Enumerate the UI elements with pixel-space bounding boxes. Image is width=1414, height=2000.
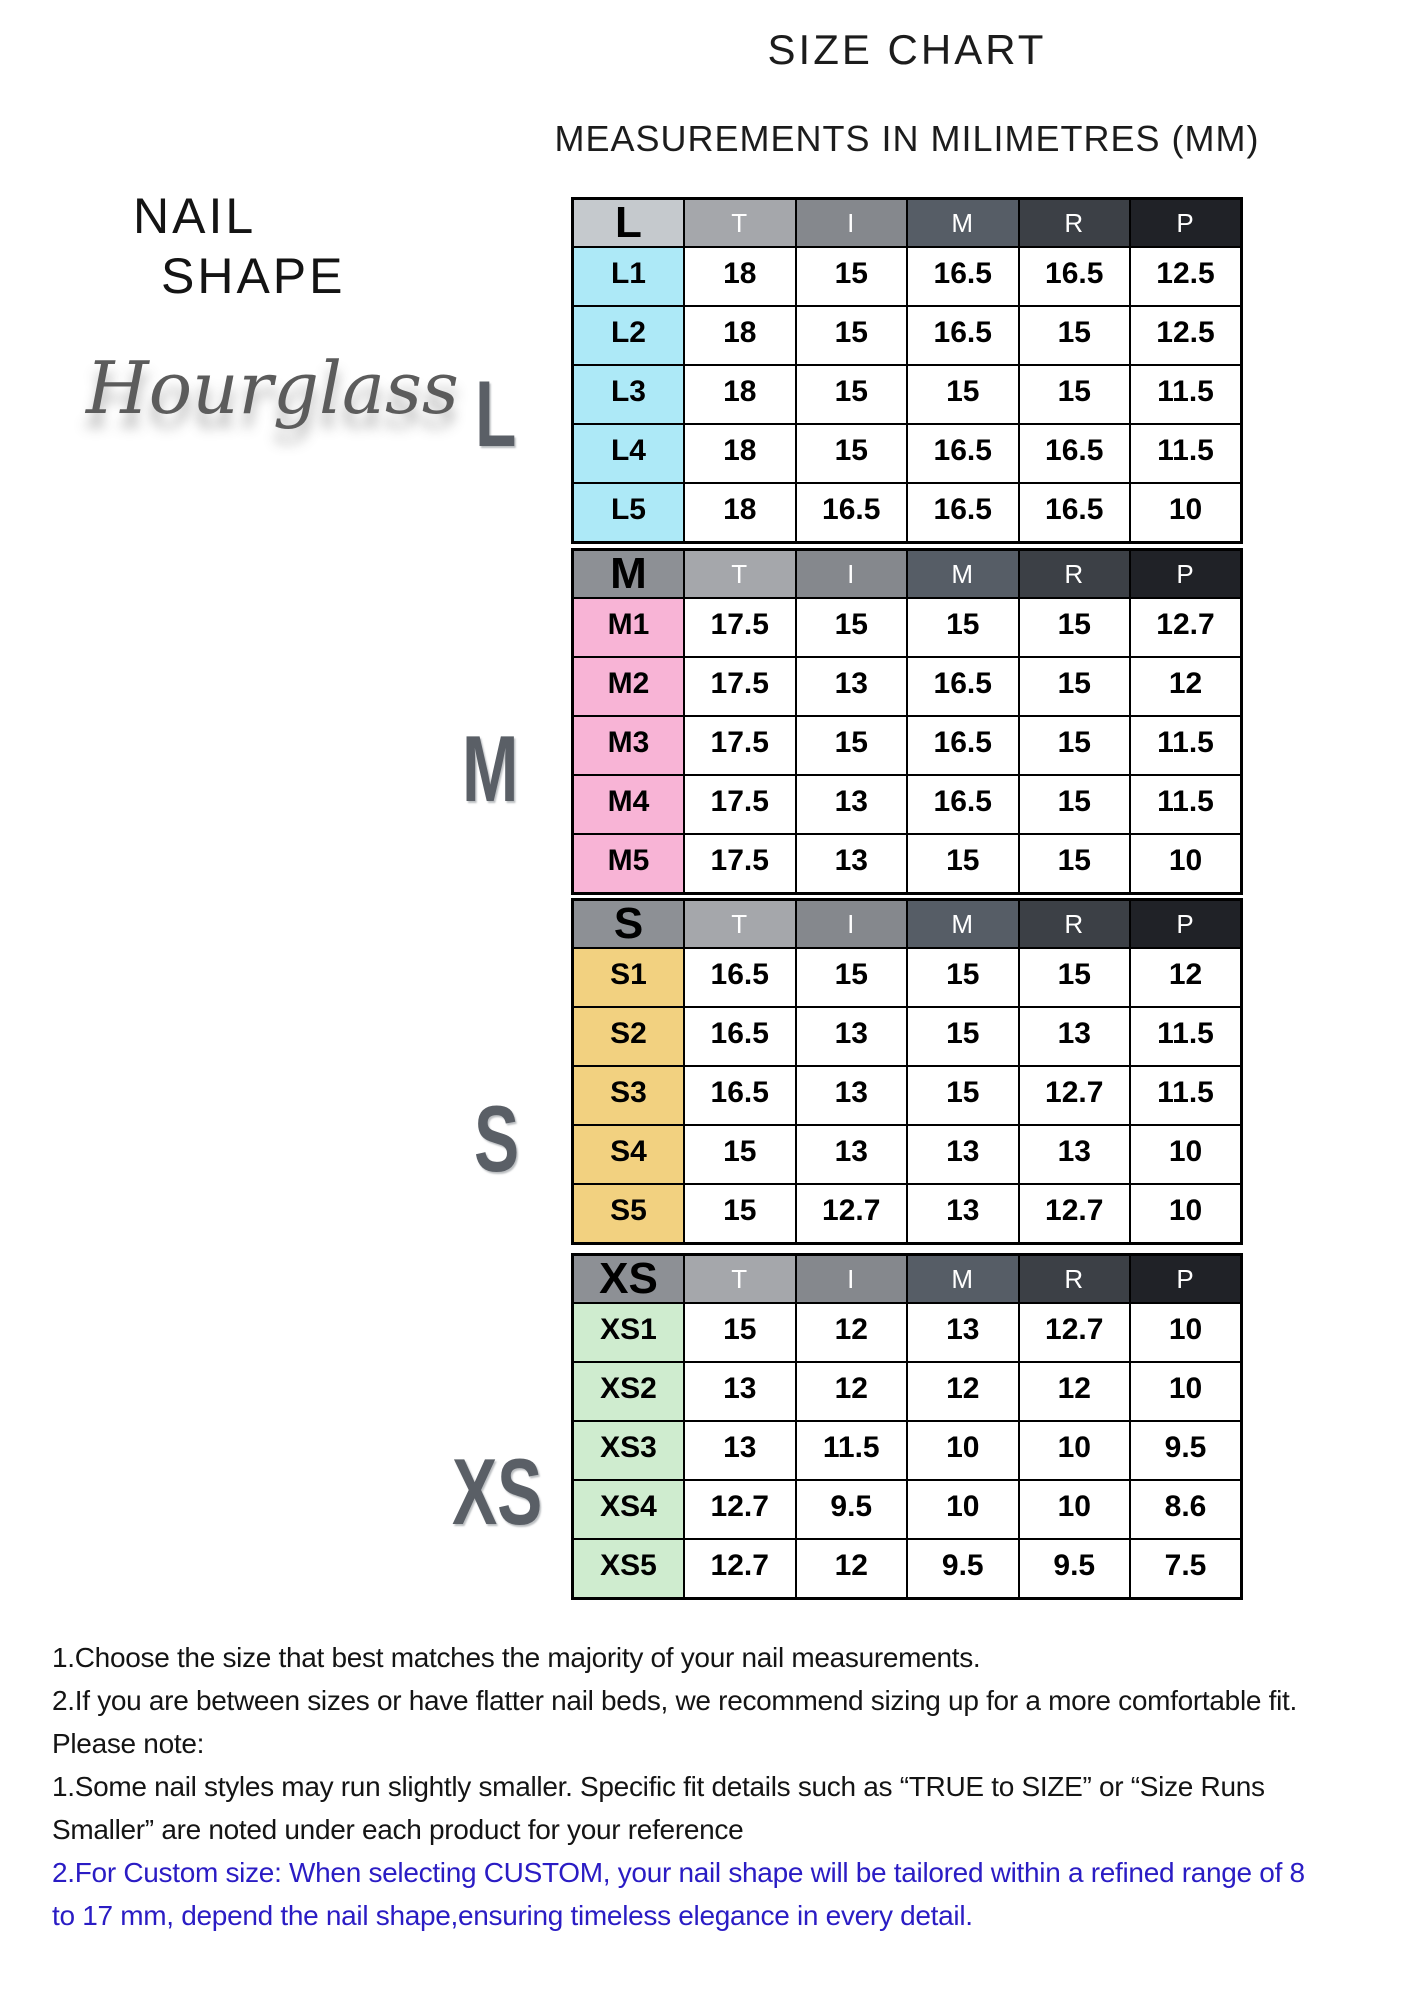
measurement-cell-L3-R: 15 xyxy=(1019,365,1131,424)
note-line-5: Smaller” are noted under each product for your reference xyxy=(52,1814,744,1845)
measurement-cell-XS4-T: 12.7 xyxy=(684,1480,796,1539)
column-header-XS-P: P xyxy=(1130,1255,1242,1304)
measurement-cell-S4-P: 10 xyxy=(1130,1125,1242,1184)
table-corner-label-M: M xyxy=(573,550,685,599)
note-line-3: Please note: xyxy=(52,1728,205,1759)
measurement-cell-L3-P: 11.5 xyxy=(1130,365,1242,424)
measurement-cell-M2-I: 13 xyxy=(796,657,908,716)
measurement-cell-L1-T: 18 xyxy=(684,247,796,306)
column-header-XS-I: I xyxy=(796,1255,908,1304)
table-row-S2 xyxy=(573,1007,1242,1066)
measurement-cell-S2-T: 16.5 xyxy=(684,1007,796,1066)
row-label-S4: S4 xyxy=(573,1125,685,1184)
measurement-cell-XS3-M: 10 xyxy=(907,1421,1019,1480)
measurement-cell-L2-T: 18 xyxy=(684,306,796,365)
measurement-cell-XS4-P: 8.6 xyxy=(1130,1480,1242,1539)
row-label-L3: L3 xyxy=(573,365,685,424)
measurement-cell-L2-M: 16.5 xyxy=(907,306,1019,365)
measurement-cell-S1-M: 15 xyxy=(907,948,1019,1007)
table-row-XS4 xyxy=(573,1480,1242,1539)
measurement-cell-S5-I: 12.7 xyxy=(796,1184,908,1243)
measurement-cell-L4-R: 16.5 xyxy=(1019,424,1131,483)
table-row-XS3 xyxy=(573,1421,1242,1480)
row-label-M3: M3 xyxy=(573,716,685,775)
measurement-cell-M3-I: 15 xyxy=(796,716,908,775)
measurement-cell-S1-P: 12 xyxy=(1130,948,1242,1007)
measurement-cell-S1-R: 15 xyxy=(1019,948,1131,1007)
table-row-S3 xyxy=(573,1066,1242,1125)
measurement-cell-M5-I: 13 xyxy=(796,834,908,893)
measurement-cell-L1-I: 15 xyxy=(796,247,908,306)
table-row-M4 xyxy=(573,775,1242,834)
row-label-S3: S3 xyxy=(573,1066,685,1125)
table-row-M5 xyxy=(573,834,1242,893)
row-label-S2: S2 xyxy=(573,1007,685,1066)
table-row-XS2 xyxy=(573,1362,1242,1421)
row-label-M5: M5 xyxy=(573,834,685,893)
measurement-cell-L1-R: 16.5 xyxy=(1019,247,1131,306)
group-side-letter-L: L xyxy=(475,361,517,466)
column-header-M-T: T xyxy=(684,550,796,599)
row-label-M4: M4 xyxy=(573,775,685,834)
column-header-L-R: R xyxy=(1019,199,1131,248)
measurement-cell-M4-R: 15 xyxy=(1019,775,1131,834)
row-label-S5: S5 xyxy=(573,1184,685,1243)
row-label-L4: L4 xyxy=(573,424,685,483)
footer-notes xyxy=(52,1636,1305,1937)
row-label-XS1: XS1 xyxy=(573,1303,685,1362)
column-header-M-R: R xyxy=(1019,550,1131,599)
table-row-L1 xyxy=(573,247,1242,306)
column-header-S-M: M xyxy=(907,900,1019,949)
column-header-M-P: P xyxy=(1130,550,1242,599)
note-blue-line-1: 2.For Custom size: When selecting CUSTOM, your nail shape will be tailored within a refined range of 8 xyxy=(52,1857,1305,1888)
table-row-S5 xyxy=(573,1184,1242,1243)
shape-name-script: Hourglass xyxy=(86,346,459,430)
measurement-cell-XS1-T: 15 xyxy=(684,1303,796,1362)
measurement-cell-M1-R: 15 xyxy=(1019,598,1131,657)
size-table-S xyxy=(571,898,1243,1245)
measurement-cell-M4-P: 11.5 xyxy=(1130,775,1242,834)
measurement-cell-M1-P: 12.7 xyxy=(1130,598,1242,657)
measurement-cell-S5-R: 12.7 xyxy=(1019,1184,1131,1243)
measurement-cell-S1-T: 16.5 xyxy=(684,948,796,1007)
size-table-L xyxy=(571,197,1243,544)
table-row-L4 xyxy=(573,424,1242,483)
measurement-cell-L4-M: 16.5 xyxy=(907,424,1019,483)
measurement-cell-XS5-T: 12.7 xyxy=(684,1539,796,1598)
note-line-4: 1.Some nail styles may run slightly smaller. Specific fit details such as “TRUE to SIZE” or “Size Runs xyxy=(52,1771,1265,1802)
measurement-cell-L3-T: 18 xyxy=(684,365,796,424)
size-table-M xyxy=(571,548,1243,895)
measurement-cell-XS2-R: 12 xyxy=(1019,1362,1131,1421)
column-header-XS-T: T xyxy=(684,1255,796,1304)
measurement-cell-S4-T: 15 xyxy=(684,1125,796,1184)
column-header-S-T: T xyxy=(684,900,796,949)
measurement-cell-S3-T: 16.5 xyxy=(684,1066,796,1125)
table-row-M2 xyxy=(573,657,1242,716)
row-label-S1: S1 xyxy=(573,948,685,1007)
measurement-cell-M3-T: 17.5 xyxy=(684,716,796,775)
measurement-cell-XS3-P: 9.5 xyxy=(1130,1421,1242,1480)
row-label-L5: L5 xyxy=(573,483,685,542)
measurement-cell-S3-M: 15 xyxy=(907,1066,1019,1125)
page-title: SIZE CHART xyxy=(767,26,1047,73)
measurement-cell-M2-P: 12 xyxy=(1130,657,1242,716)
measurement-cell-M2-M: 16.5 xyxy=(907,657,1019,716)
table-row-XS5 xyxy=(573,1539,1242,1598)
measurement-cell-S2-P: 11.5 xyxy=(1130,1007,1242,1066)
measurement-cell-M4-T: 17.5 xyxy=(684,775,796,834)
header-row-S xyxy=(573,900,1242,949)
measurement-cell-S3-I: 13 xyxy=(796,1066,908,1125)
measurement-cell-L2-I: 15 xyxy=(796,306,908,365)
group-side-letter-S: S xyxy=(474,1086,520,1191)
note-blue-line-2: to 17 mm, depend the nail shape,ensuring timeless elegance in every detail. xyxy=(52,1900,973,1931)
header-row-XS xyxy=(573,1255,1242,1304)
row-label-XS5: XS5 xyxy=(573,1539,685,1598)
measurement-cell-L2-P: 12.5 xyxy=(1130,306,1242,365)
measurement-cell-L5-M: 16.5 xyxy=(907,483,1019,542)
column-header-L-T: T xyxy=(684,199,796,248)
measurement-cell-S2-M: 15 xyxy=(907,1007,1019,1066)
measurement-cell-S1-I: 15 xyxy=(796,948,908,1007)
measurement-cell-S2-I: 13 xyxy=(796,1007,908,1066)
table-row-L5 xyxy=(573,483,1242,542)
measurement-cell-S2-R: 13 xyxy=(1019,1007,1131,1066)
measurement-cell-S4-I: 13 xyxy=(796,1125,908,1184)
measurement-cell-L5-P: 10 xyxy=(1130,483,1242,542)
measurement-cell-S4-R: 13 xyxy=(1019,1125,1131,1184)
measurement-cell-L3-I: 15 xyxy=(796,365,908,424)
table-corner-label-S: S xyxy=(573,900,685,949)
measurement-cell-XS4-I: 9.5 xyxy=(796,1480,908,1539)
measurement-cell-M3-R: 15 xyxy=(1019,716,1131,775)
column-header-L-M: M xyxy=(907,199,1019,248)
column-header-S-I: I xyxy=(796,900,908,949)
nail-shape-line2: SHAPE xyxy=(161,248,346,304)
column-header-M-I: I xyxy=(796,550,908,599)
measurement-cell-XS2-I: 12 xyxy=(796,1362,908,1421)
measurement-cell-XS3-T: 13 xyxy=(684,1421,796,1480)
notes-blue-section xyxy=(52,1851,1305,1937)
group-side-letter-XS: XS xyxy=(452,1439,543,1544)
note-line-1: 1.Choose the size that best matches the majority of your nail measurements. xyxy=(52,1642,981,1673)
measurement-cell-L5-T: 18 xyxy=(684,483,796,542)
measurement-cell-S5-M: 13 xyxy=(907,1184,1019,1243)
table-row-S4 xyxy=(573,1125,1242,1184)
measurement-cell-XS4-M: 10 xyxy=(907,1480,1019,1539)
measurement-cell-L5-I: 16.5 xyxy=(796,483,908,542)
nail-shape-line1: NAIL xyxy=(133,188,257,244)
row-label-M1: M1 xyxy=(573,598,685,657)
measurement-cell-L5-R: 16.5 xyxy=(1019,483,1131,542)
size-table-XS xyxy=(571,1253,1243,1600)
table-row-L3 xyxy=(573,365,1242,424)
measurement-cell-M1-T: 17.5 xyxy=(684,598,796,657)
measurement-cell-L4-P: 11.5 xyxy=(1130,424,1242,483)
measurement-cell-S5-P: 10 xyxy=(1130,1184,1242,1243)
table-row-XS1 xyxy=(573,1303,1242,1362)
measurement-cell-XS3-I: 11.5 xyxy=(796,1421,908,1480)
row-label-L2: L2 xyxy=(573,306,685,365)
table-row-M3 xyxy=(573,716,1242,775)
column-header-L-I: I xyxy=(796,199,908,248)
measurement-cell-XS2-P: 10 xyxy=(1130,1362,1242,1421)
measurement-cell-XS1-I: 12 xyxy=(796,1303,908,1362)
table-corner-label-XS: XS xyxy=(573,1255,685,1304)
measurement-cell-XS5-P: 7.5 xyxy=(1130,1539,1242,1598)
measurement-cell-M4-I: 13 xyxy=(796,775,908,834)
measurement-cell-M2-R: 15 xyxy=(1019,657,1131,716)
row-label-XS4: XS4 xyxy=(573,1480,685,1539)
measurement-cell-M5-P: 10 xyxy=(1130,834,1242,893)
row-label-L1: L1 xyxy=(573,247,685,306)
measurement-cell-L4-T: 18 xyxy=(684,424,796,483)
row-label-M2: M2 xyxy=(573,657,685,716)
measurement-cell-XS4-R: 10 xyxy=(1019,1480,1131,1539)
measurement-cell-M3-M: 16.5 xyxy=(907,716,1019,775)
measurement-cell-XS1-R: 12.7 xyxy=(1019,1303,1131,1362)
measurement-cell-S5-T: 15 xyxy=(684,1184,796,1243)
column-header-S-P: P xyxy=(1130,900,1242,949)
column-header-L-P: P xyxy=(1130,199,1242,248)
measurement-cell-M1-M: 15 xyxy=(907,598,1019,657)
measurement-cell-M3-P: 11.5 xyxy=(1130,716,1242,775)
measurement-cell-L1-M: 16.5 xyxy=(907,247,1019,306)
measurement-cell-XS2-M: 12 xyxy=(907,1362,1019,1421)
table-corner-label-L: L xyxy=(573,199,685,248)
measurement-cell-XS1-M: 13 xyxy=(907,1303,1019,1362)
header-row-M xyxy=(573,550,1242,599)
table-row-L2 xyxy=(573,306,1242,365)
measurement-cell-S4-M: 13 xyxy=(907,1125,1019,1184)
measurement-cell-S3-P: 11.5 xyxy=(1130,1066,1242,1125)
measurement-cell-L3-M: 15 xyxy=(907,365,1019,424)
group-side-letter-M: M xyxy=(462,716,519,821)
measurement-cell-XS5-M: 9.5 xyxy=(907,1539,1019,1598)
note-line-2: 2.If you are between sizes or have flatter nail beds, we recommend sizing up for a more comfortable fit. xyxy=(52,1685,1297,1716)
measurement-cell-M1-I: 15 xyxy=(796,598,908,657)
measurement-cell-XS5-I: 12 xyxy=(796,1539,908,1598)
nail-shape-heading xyxy=(133,186,346,306)
measurement-cell-XS5-R: 9.5 xyxy=(1019,1539,1131,1598)
row-label-XS2: XS2 xyxy=(573,1362,685,1421)
column-header-XS-R: R xyxy=(1019,1255,1131,1304)
measurement-cell-XS2-T: 13 xyxy=(684,1362,796,1421)
column-header-S-R: R xyxy=(1019,900,1131,949)
measurement-cell-L2-R: 15 xyxy=(1019,306,1131,365)
measurement-cell-L4-I: 15 xyxy=(796,424,908,483)
measurement-cell-M5-T: 17.5 xyxy=(684,834,796,893)
measurement-cell-XS3-R: 10 xyxy=(1019,1421,1131,1480)
column-header-M-M: M xyxy=(907,550,1019,599)
header-row-L xyxy=(573,199,1242,248)
measurement-cell-M2-T: 17.5 xyxy=(684,657,796,716)
row-label-XS3: XS3 xyxy=(573,1421,685,1480)
table-row-M1 xyxy=(573,598,1242,657)
measurement-cell-XS1-P: 10 xyxy=(1130,1303,1242,1362)
measurement-cell-M5-R: 15 xyxy=(1019,834,1131,893)
measurement-cell-M4-M: 16.5 xyxy=(907,775,1019,834)
page-subtitle: MEASUREMENTS IN MILIMETRES (MM) xyxy=(554,118,1260,159)
column-header-XS-M: M xyxy=(907,1255,1019,1304)
table-row-S1 xyxy=(573,948,1242,1007)
measurement-cell-S3-R: 12.7 xyxy=(1019,1066,1131,1125)
notes-black-section xyxy=(52,1636,1305,1851)
measurement-cell-M5-M: 15 xyxy=(907,834,1019,893)
measurement-cell-L1-P: 12.5 xyxy=(1130,247,1242,306)
